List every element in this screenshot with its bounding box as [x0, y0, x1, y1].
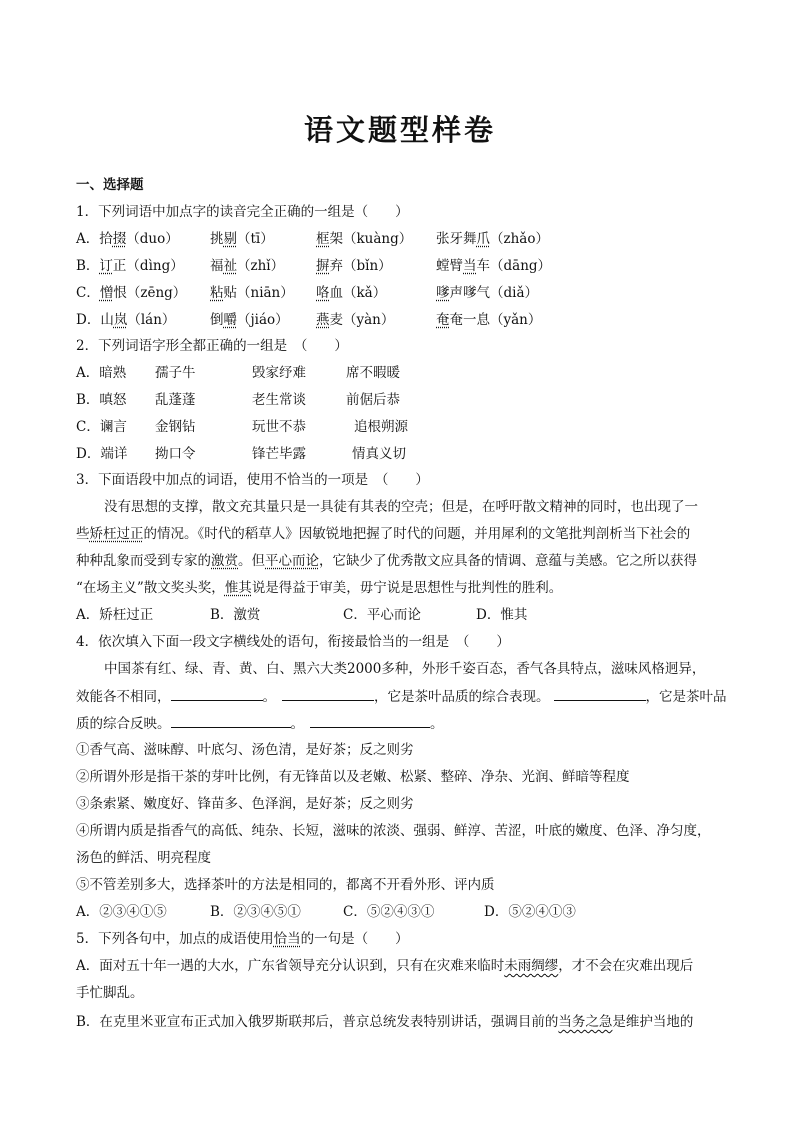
spelling-option-item: 追根朔源 — [354, 419, 408, 435]
dotted-char: 框 — [316, 231, 330, 247]
spelling-option-item: D．端详 — [76, 446, 128, 462]
question-4-stem: 4．依次填入下面一段文字横线处的语句，衔接最恰当的一组是 （ ） — [76, 634, 510, 650]
sentence-item: ④所谓内质是指香气的高低、纯杂、长短，滋味的浓淡、强弱、鲜淳、苦涩，叶底的嫩度、色泽、净匀度， — [76, 823, 711, 839]
reading-option-item: A．拾掇（duo） — [76, 231, 179, 247]
marked-word: 激赏 — [211, 553, 238, 569]
fill-blank — [171, 713, 291, 728]
reading-option-item: 张牙舞爪（zhǎo） — [436, 231, 549, 247]
dotted-char: 祉 — [223, 258, 237, 274]
dotted-char: 爪 — [476, 231, 490, 247]
sentence-item: ②所谓外形是指干茶的芽叶比例，有无锋苗以及老嫩、松紧、整碎、净杂、光润、鲜暗等程度 — [76, 769, 630, 785]
question-5-stem: 5．下列各句中，加点的成语使用恰当的一句是（ ） — [76, 931, 409, 947]
option-a: A．矫枉过正 — [76, 607, 154, 623]
marked-word: 平心而论 — [265, 553, 319, 569]
sentence-item: 汤色的鲜活、明亮程度 — [76, 850, 211, 866]
fill-blank — [282, 686, 374, 701]
dotted-char: 订 — [99, 258, 113, 274]
spelling-option-item: 前倨后恭 — [346, 392, 400, 408]
reading-option-item: 嗲声嗲气（diǎ） — [436, 285, 539, 301]
option-c: C．⑤②④③① — [343, 904, 435, 920]
passage-line: “在场主义”散文奖头奖，惟其说是得益于审美，毋宁说是思想性与批判性的胜利。 — [76, 580, 563, 596]
marked-word: 未雨绸缪 — [504, 958, 559, 974]
page-title: 语文题型样卷 — [303, 113, 496, 147]
reading-option-item: 粘贴（niān） — [210, 285, 294, 301]
reading-option-item: 燕麦（yàn） — [316, 312, 395, 328]
dotted-char: 嗲 — [436, 285, 450, 301]
spelling-option-item: 玩世不恭 — [252, 419, 306, 435]
reading-option-item: 挑剔（tī） — [210, 231, 274, 247]
reading-option-item: B．订正（dìng） — [76, 258, 184, 274]
reading-option-item: 倒嚼（jiáo） — [210, 312, 289, 328]
spelling-option-item: 乱蓬蓬 — [155, 392, 196, 408]
spelling-option-item: 孺子牛 — [155, 365, 196, 381]
dotted-char: 憎 — [99, 285, 114, 301]
spelling-option-item: 锋芒毕露 — [252, 446, 306, 462]
spelling-option-item: 金钢钻 — [155, 419, 196, 435]
dotted-char: 岚 — [113, 312, 128, 328]
dotted-char: 奄 — [436, 312, 450, 328]
passage-line: 效能各不相同， 。 ，它是茶叶品质的综合表现。 ，它是茶叶品 — [76, 686, 727, 707]
question-2-stem: 2．下列词语字形全都正确的一组是 （ ） — [76, 338, 348, 354]
spelling-option-item: B．嗔怒 — [76, 392, 127, 408]
passage-line: 种种乱象而受到专家的激赏。但平心而论，它缺少了优秀散文应具备的情调、意蕴与美感。它之所以获得 — [76, 553, 697, 569]
sentence-item: ③条索紧、嫩度好、锋苗多、色泽润，是好茶；反之则劣 — [76, 796, 414, 812]
marked-word: 惟其 — [224, 580, 252, 596]
option-a: A．②③④①⑤ — [76, 904, 167, 920]
spelling-option-item: 席不暇暖 — [346, 365, 400, 381]
fill-blank — [310, 713, 430, 728]
passage-line: 些矫枉过正的情况。《时代的稻草人》因敏锐地把握了时代的问题，并用犀利的文笔批判剖析当下社会的 — [76, 526, 691, 542]
reading-option-item: 框架（kuàng） — [316, 231, 413, 247]
dotted-char: 咯 — [316, 285, 330, 301]
sentence-item: ⑤不管差别多大，选择茶叶的方法是相同的，都离不开看外形、评内质 — [76, 877, 495, 893]
option-b: B．在克里米亚宣布正式加入俄罗斯联邦后，普京总统发表特别讲话，强调目前的当务之急是维护当地的 — [76, 1014, 694, 1030]
reading-option-item: 摒弃（bǐn） — [316, 258, 392, 274]
reading-option-item: C．憎恨（zēng） — [76, 285, 187, 301]
dotted-char: 粘 — [210, 285, 224, 301]
option-a: A．面对五十年一遇的大水，广东省领导充分认识到，只有在灾难来临时未雨绸缪，才不会在灾难出现后 — [76, 958, 694, 974]
marked-word: 矫枉过正 — [89, 526, 144, 542]
spelling-option-item: 毁家纾难 — [252, 365, 306, 381]
fill-blank — [171, 686, 263, 701]
reading-option-item: 奄奄一息（yǎn） — [436, 312, 542, 328]
question-1-stem: 1．下列词语中加点字的读音完全正确的一组是（ ） — [76, 204, 409, 220]
option-d: D．惟其 — [476, 607, 528, 623]
dotted-char: 掇 — [112, 231, 127, 247]
spelling-option-item: 老生常谈 — [252, 392, 306, 408]
spelling-option-item: C．谰言 — [76, 419, 127, 435]
dotted-char: 当 — [463, 258, 477, 274]
reading-option-item: 福祉（zhǐ） — [210, 258, 285, 274]
reading-option-item: D．山岚（lán） — [76, 312, 176, 328]
dotted-char: 剔 — [223, 231, 237, 247]
marked-word: 当务之急 — [558, 1014, 613, 1030]
dotted-char: 燕 — [316, 312, 330, 328]
reading-option-item: 咯血（kǎ） — [316, 285, 387, 301]
section-heading: 一、选择题 — [76, 177, 144, 193]
option-d: D．⑤②④①③ — [484, 904, 576, 920]
option-c: C．平心而论 — [343, 607, 421, 623]
spelling-option-item: 情真义切 — [352, 446, 406, 462]
marked-word: 恰当 — [273, 931, 301, 947]
passage-line: 没有思想的支撑，散文充其量只是一具徒有其表的空壳；但是，在呼吁散文精神的同时，也出现了一 — [104, 499, 698, 515]
question-3-stem: 3．下面语段中加点的词语，使用不恰当的一项是 （ ） — [76, 472, 429, 488]
dotted-char: 嚼 — [223, 312, 237, 328]
passage-line: 中国茶有红、绿、青、黄、白、黑六大类2000多种，外形千姿百态，香气各具特点，滋味风格迥异， — [104, 661, 706, 677]
reading-option-item: 螳臂当车（dāng） — [436, 258, 552, 274]
option-b: B．②③④⑤① — [210, 904, 301, 920]
dotted-char: 摒 — [316, 258, 330, 274]
spelling-option-item: A．暗熟 — [76, 365, 127, 381]
passage-line: 质的综合反映。 。 。 — [76, 713, 444, 734]
spelling-option-item: 拗口令 — [155, 446, 196, 462]
fill-blank — [554, 686, 646, 701]
sentence-item: ①香气高、滋味醇、叶底匀、汤色清，是好茶；反之则劣 — [76, 742, 414, 758]
option-a-continued: 手忙脚乱。 — [76, 985, 144, 1001]
option-b: B．激赏 — [210, 607, 261, 623]
